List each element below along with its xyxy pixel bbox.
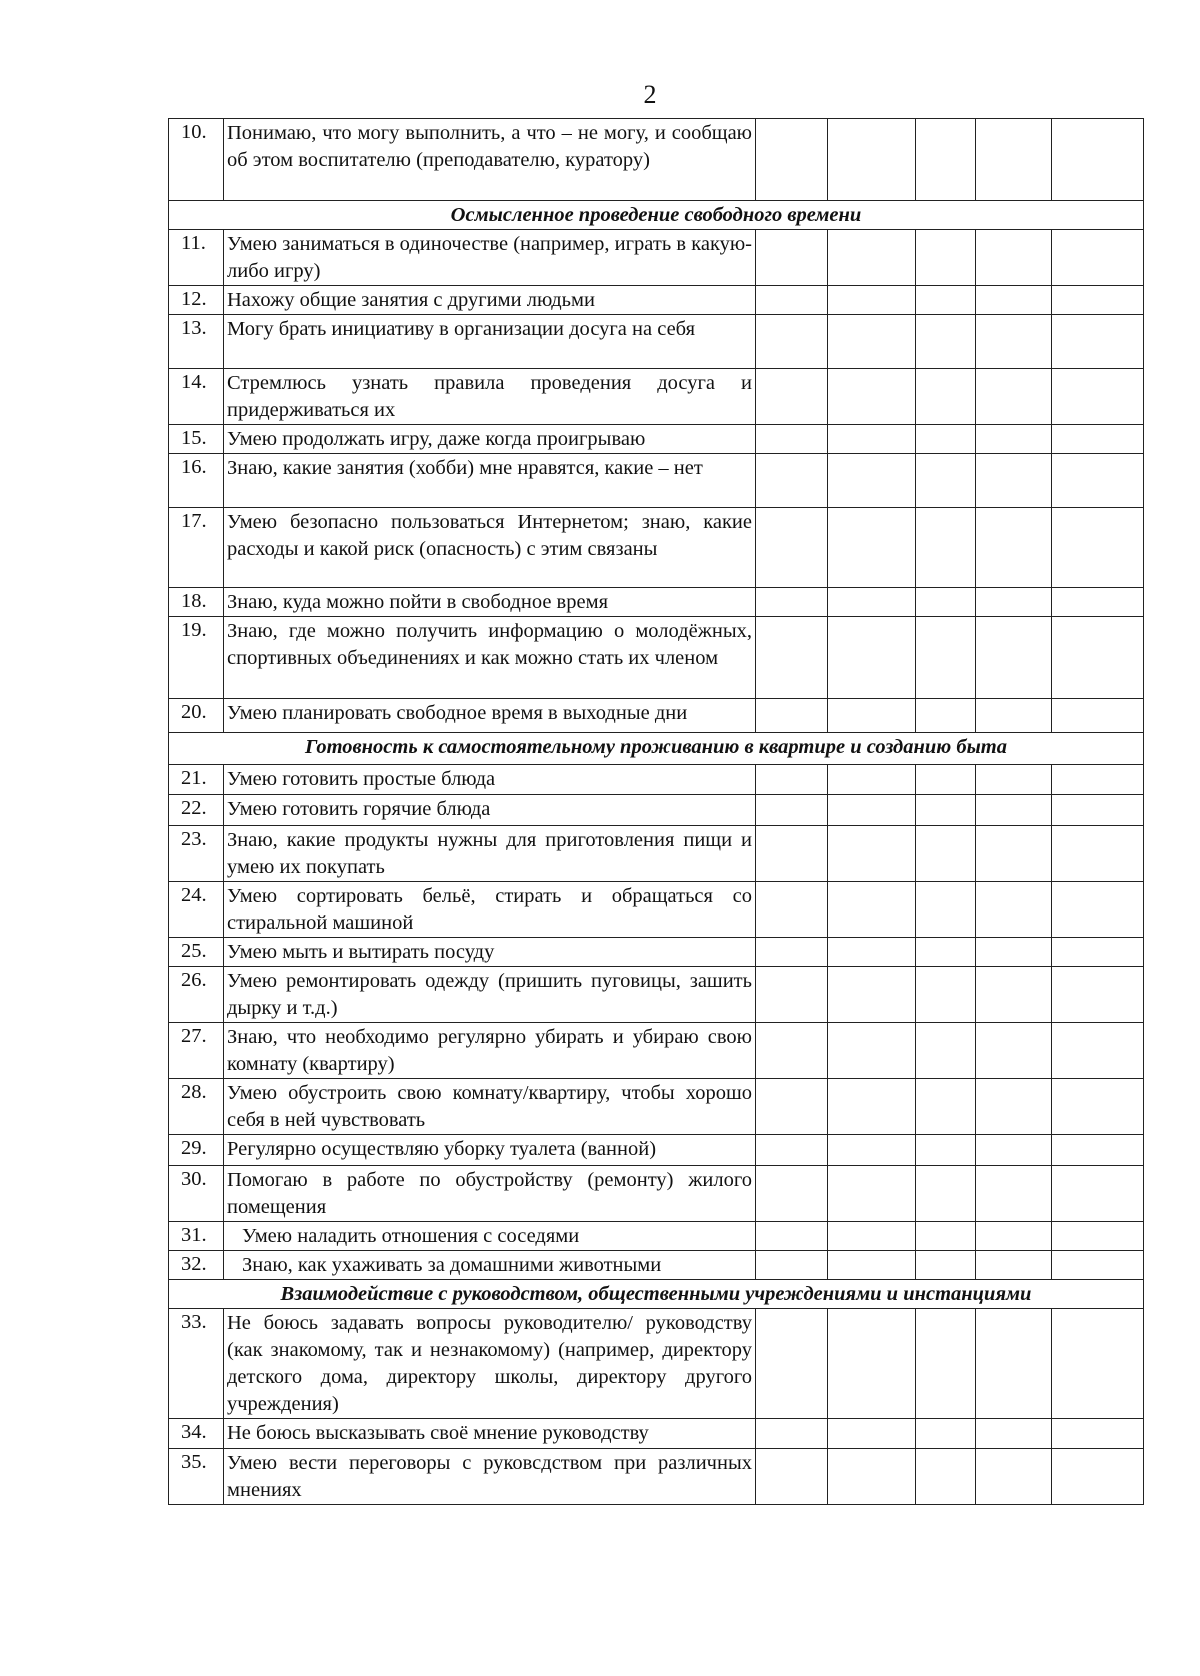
rating-cell[interactable]	[756, 1251, 828, 1280]
rating-cell[interactable]	[1052, 454, 1144, 508]
item-number: 25.	[169, 938, 224, 967]
rating-cell[interactable]	[916, 425, 976, 454]
rating-cell[interactable]	[828, 369, 916, 425]
rating-cell[interactable]	[828, 1419, 916, 1449]
rating-cell[interactable]	[756, 369, 828, 425]
table-row	[169, 617, 1144, 699]
item-statement: Знаю, какие занятия (хобби) мне нравятся, какие – нет	[224, 454, 756, 508]
item-statement: Знаю, как ухаживать за домашними животными	[224, 1251, 756, 1280]
item-statement: Умею заниматься в одиночестве (например, играть в какую-либо игру)	[224, 230, 756, 286]
rating-cell[interactable]	[976, 369, 1052, 425]
item-number: 29.	[169, 1135, 224, 1166]
rating-cell[interactable]	[756, 1222, 828, 1251]
rating-cell[interactable]	[1052, 967, 1144, 1023]
rating-cell[interactable]	[916, 1135, 976, 1166]
rating-cell[interactable]	[756, 938, 828, 967]
rating-cell[interactable]	[1052, 1135, 1144, 1166]
rating-cell[interactable]	[976, 119, 1052, 201]
rating-cell[interactable]	[916, 588, 976, 617]
table-row	[169, 938, 1144, 967]
rating-cell[interactable]	[756, 882, 828, 938]
rating-cell[interactable]	[828, 1166, 916, 1222]
table-row	[169, 588, 1144, 617]
rating-cell[interactable]	[976, 882, 1052, 938]
section-row	[169, 201, 1144, 230]
table-row	[169, 1449, 1144, 1505]
rating-cell[interactable]	[756, 765, 828, 795]
rating-cell[interactable]	[1052, 1166, 1144, 1222]
rating-cell[interactable]	[916, 508, 976, 588]
rating-cell[interactable]	[756, 1309, 828, 1419]
rating-cell[interactable]	[828, 765, 916, 795]
rating-cell[interactable]	[1052, 369, 1144, 425]
rating-cell[interactable]	[1052, 425, 1144, 454]
rating-cell[interactable]	[976, 1449, 1052, 1505]
section-heading: Осмысленное проведение свободного времени	[169, 201, 1144, 230]
item-number: 30.	[169, 1166, 224, 1222]
item-number: 27.	[169, 1023, 224, 1079]
rating-cell[interactable]	[976, 699, 1052, 733]
item-number: 15.	[169, 425, 224, 454]
rating-cell[interactable]	[1052, 826, 1144, 882]
rating-cell[interactable]	[1052, 230, 1144, 286]
rating-cell[interactable]	[916, 1449, 976, 1505]
rating-cell[interactable]	[1052, 1449, 1144, 1505]
table-row	[169, 119, 1144, 201]
rating-cell[interactable]	[976, 454, 1052, 508]
rating-cell[interactable]	[976, 795, 1052, 826]
item-number: 33.	[169, 1309, 224, 1419]
table-row	[169, 699, 1144, 733]
rating-cell[interactable]	[1052, 588, 1144, 617]
rating-cell[interactable]	[916, 1251, 976, 1280]
table-row	[169, 795, 1144, 826]
item-statement: Умею готовить простые блюда	[224, 765, 756, 795]
rating-cell[interactable]	[828, 617, 916, 699]
section-row	[169, 1280, 1144, 1309]
rating-cell[interactable]	[976, 1309, 1052, 1419]
rating-cell[interactable]	[828, 588, 916, 617]
table-row	[169, 315, 1144, 369]
rating-cell[interactable]	[828, 508, 916, 588]
rating-cell[interactable]	[756, 425, 828, 454]
rating-cell[interactable]	[916, 1309, 976, 1419]
rating-cell[interactable]	[976, 1251, 1052, 1280]
item-statement: Умею обустроить свою комнату/квартиру, чтобы хорошо себя в ней чувствовать	[224, 1079, 756, 1135]
rating-cell[interactable]	[756, 1166, 828, 1222]
rating-cell[interactable]	[756, 315, 828, 369]
rating-cell[interactable]	[756, 1023, 828, 1079]
rating-cell[interactable]	[1052, 882, 1144, 938]
rating-cell[interactable]	[976, 286, 1052, 315]
rating-cell[interactable]	[1052, 1251, 1144, 1280]
questionnaire-table	[168, 118, 1144, 1505]
rating-cell[interactable]	[828, 795, 916, 826]
rating-cell[interactable]	[1052, 699, 1144, 733]
rating-cell[interactable]	[916, 1419, 976, 1449]
table-row	[169, 425, 1144, 454]
item-statement: Могу брать инициативу в организации досуга на себя	[224, 315, 756, 369]
table-row	[169, 1166, 1144, 1222]
table-row	[169, 1023, 1144, 1079]
item-number: 17.	[169, 508, 224, 588]
item-number: 14.	[169, 369, 224, 425]
section-row	[169, 733, 1144, 765]
item-number: 24.	[169, 882, 224, 938]
rating-cell[interactable]	[1052, 315, 1144, 369]
rating-cell[interactable]	[828, 230, 916, 286]
questionnaire-sheet	[168, 118, 1143, 1505]
item-number: 26.	[169, 967, 224, 1023]
rating-cell[interactable]	[976, 765, 1052, 795]
rating-cell[interactable]	[828, 699, 916, 733]
rating-cell[interactable]	[756, 286, 828, 315]
rating-cell[interactable]	[828, 938, 916, 967]
rating-cell[interactable]	[976, 425, 1052, 454]
rating-cell[interactable]	[1052, 795, 1144, 826]
table-row	[169, 1251, 1144, 1280]
item-statement: Знаю, куда можно пойти в свободное время	[224, 588, 756, 617]
rating-cell[interactable]	[828, 882, 916, 938]
rating-cell[interactable]	[756, 1449, 828, 1505]
item-statement: Стремлюсь узнать правила проведения досуга и придерживаться их	[224, 369, 756, 425]
rating-cell[interactable]	[756, 588, 828, 617]
rating-cell[interactable]	[916, 119, 976, 201]
rating-cell[interactable]	[756, 617, 828, 699]
rating-cell[interactable]	[1052, 508, 1144, 588]
rating-cell[interactable]	[756, 230, 828, 286]
rating-cell[interactable]	[828, 1023, 916, 1079]
rating-cell[interactable]	[916, 1079, 976, 1135]
table-row	[169, 230, 1144, 286]
rating-cell[interactable]	[1052, 119, 1144, 201]
rating-cell[interactable]	[916, 617, 976, 699]
item-number: 31.	[169, 1222, 224, 1251]
rating-cell[interactable]	[828, 286, 916, 315]
item-statement: Нахожу общие занятия с другими людьми	[224, 286, 756, 315]
rating-cell[interactable]	[756, 699, 828, 733]
rating-cell[interactable]	[916, 230, 976, 286]
rating-cell[interactable]	[976, 508, 1052, 588]
rating-cell[interactable]	[756, 119, 828, 201]
rating-cell[interactable]	[756, 1079, 828, 1135]
rating-cell[interactable]	[828, 1449, 916, 1505]
rating-cell[interactable]	[756, 826, 828, 882]
rating-cell[interactable]	[916, 882, 976, 938]
table-row	[169, 1309, 1144, 1419]
rating-cell[interactable]	[976, 967, 1052, 1023]
table-row	[169, 1135, 1144, 1166]
rating-cell[interactable]	[828, 1079, 916, 1135]
rating-cell[interactable]	[916, 1023, 976, 1079]
rating-cell[interactable]	[976, 1135, 1052, 1166]
rating-cell[interactable]	[1052, 1079, 1144, 1135]
rating-cell[interactable]	[976, 1419, 1052, 1449]
rating-cell[interactable]	[828, 454, 916, 508]
rating-cell[interactable]	[1052, 1023, 1144, 1079]
table-row	[169, 1222, 1144, 1251]
rating-cell[interactable]	[916, 765, 976, 795]
rating-cell[interactable]	[976, 315, 1052, 369]
item-statement: Умею наладить отношения с соседями	[224, 1222, 756, 1251]
rating-cell[interactable]	[976, 1222, 1052, 1251]
item-number: 19.	[169, 617, 224, 699]
rating-cell[interactable]	[976, 938, 1052, 967]
table-row	[169, 826, 1144, 882]
rating-cell[interactable]	[756, 454, 828, 508]
item-statement: Знаю, где можно получить информацию о молодёжных, спортивных объединениях и как можно стать их членом	[224, 617, 756, 699]
rating-cell[interactable]	[756, 1419, 828, 1449]
rating-cell[interactable]	[828, 967, 916, 1023]
item-statement: Знаю, что необходимо регулярно убирать и убираю свою комнату (квартиру)	[224, 1023, 756, 1079]
item-statement: Умею ремонтировать одежду (пришить пуговицы, зашить дырку и т.д.)	[224, 967, 756, 1023]
rating-cell[interactable]	[828, 1222, 916, 1251]
rating-cell[interactable]	[1052, 1222, 1144, 1251]
item-number: 12.	[169, 286, 224, 315]
rating-cell[interactable]	[976, 1079, 1052, 1135]
item-statement: Умею планировать свободное время в выходные дни	[224, 699, 756, 733]
rating-cell[interactable]	[828, 826, 916, 882]
rating-cell[interactable]	[916, 795, 976, 826]
item-statement: Понимаю, что могу выполнить, а что – не могу, и сообщаю об этом воспитателю (преподавателю, куратору)	[224, 119, 756, 201]
rating-cell[interactable]	[1052, 1419, 1144, 1449]
rating-cell[interactable]	[828, 315, 916, 369]
rating-cell[interactable]	[976, 826, 1052, 882]
rating-cell[interactable]	[1052, 938, 1144, 967]
rating-cell[interactable]	[756, 795, 828, 826]
item-number: 21.	[169, 765, 224, 795]
item-number: 22.	[169, 795, 224, 826]
item-statement: Регулярно осуществляю уборку туалета (ванной)	[224, 1135, 756, 1166]
rating-cell[interactable]	[916, 699, 976, 733]
rating-cell[interactable]	[916, 286, 976, 315]
item-number: 35.	[169, 1449, 224, 1505]
rating-cell[interactable]	[828, 1309, 916, 1419]
rating-cell[interactable]	[976, 588, 1052, 617]
item-statement: Умею безопасно пользоваться Интернетом; знаю, какие расходы и какой риск (опасность) с этим связаны	[224, 508, 756, 588]
item-statement: Знаю, какие продукты нужны для приготовления пищи и умею их покупать	[224, 826, 756, 882]
table-row	[169, 508, 1144, 588]
table-row	[169, 1419, 1144, 1449]
rating-cell[interactable]	[756, 1135, 828, 1166]
section-heading: Взаимодействие с руководством, общественными учреждениями и инстанциями	[169, 1280, 1144, 1309]
table-row	[169, 882, 1144, 938]
page-number: 2	[643, 80, 657, 109]
item-number: 23.	[169, 826, 224, 882]
section-heading: Готовность к самостоятельному проживанию в квартире и созданию быта	[169, 733, 1144, 765]
rating-cell[interactable]	[828, 1251, 916, 1280]
item-statement: Умею готовить горячие блюда	[224, 795, 756, 826]
item-statement: Не боюсь высказывать своё мнение руководству	[224, 1419, 756, 1449]
rating-cell[interactable]	[916, 1166, 976, 1222]
item-number: 16.	[169, 454, 224, 508]
item-statement: Умею мыть и вытирать посуду	[224, 938, 756, 967]
item-number: 28.	[169, 1079, 224, 1135]
rating-cell[interactable]	[976, 617, 1052, 699]
rating-cell[interactable]	[916, 1222, 976, 1251]
table-row	[169, 369, 1144, 425]
rating-cell[interactable]	[1052, 1309, 1144, 1419]
rating-cell[interactable]	[828, 119, 916, 201]
rating-cell[interactable]	[1052, 286, 1144, 315]
rating-cell[interactable]	[756, 508, 828, 588]
item-statement: Не боюсь задавать вопросы руководителю/ руководству (как знакомому, так и незнакомому) (например, директору детского дома, директору школы, директору другого учреждения)	[224, 1309, 756, 1419]
rating-cell[interactable]	[916, 967, 976, 1023]
item-number: 18.	[169, 588, 224, 617]
rating-cell[interactable]	[976, 1166, 1052, 1222]
item-number: 34.	[169, 1419, 224, 1449]
item-number: 13.	[169, 315, 224, 369]
table-row	[169, 967, 1144, 1023]
table-row	[169, 765, 1144, 795]
item-statement: Помогаю в работе по обустройству (ремонту) жилого помещения	[224, 1166, 756, 1222]
rating-cell[interactable]	[916, 454, 976, 508]
rating-cell[interactable]	[916, 315, 976, 369]
rating-cell[interactable]	[1052, 765, 1144, 795]
table-row	[169, 1079, 1144, 1135]
item-number: 20.	[169, 699, 224, 733]
item-statement: Умею продолжать игру, даже когда проигрываю	[224, 425, 756, 454]
rating-cell[interactable]	[916, 826, 976, 882]
rating-cell[interactable]	[916, 369, 976, 425]
rating-cell[interactable]	[976, 230, 1052, 286]
item-statement: Умею сортировать бельё, стирать и обращаться со стиральной машиной	[224, 882, 756, 938]
table-row	[169, 286, 1144, 315]
rating-cell[interactable]	[976, 1023, 1052, 1079]
rating-cell[interactable]	[1052, 617, 1144, 699]
item-number: 10.	[169, 119, 224, 201]
rating-cell[interactable]	[828, 1135, 916, 1166]
table-row	[169, 454, 1144, 508]
item-number: 32.	[169, 1251, 224, 1280]
item-statement: Умею вести переговоры с руковсдством при различных мнениях	[224, 1449, 756, 1505]
rating-cell[interactable]	[828, 425, 916, 454]
item-number: 11.	[169, 230, 224, 286]
rating-cell[interactable]	[756, 967, 828, 1023]
rating-cell[interactable]	[916, 938, 976, 967]
